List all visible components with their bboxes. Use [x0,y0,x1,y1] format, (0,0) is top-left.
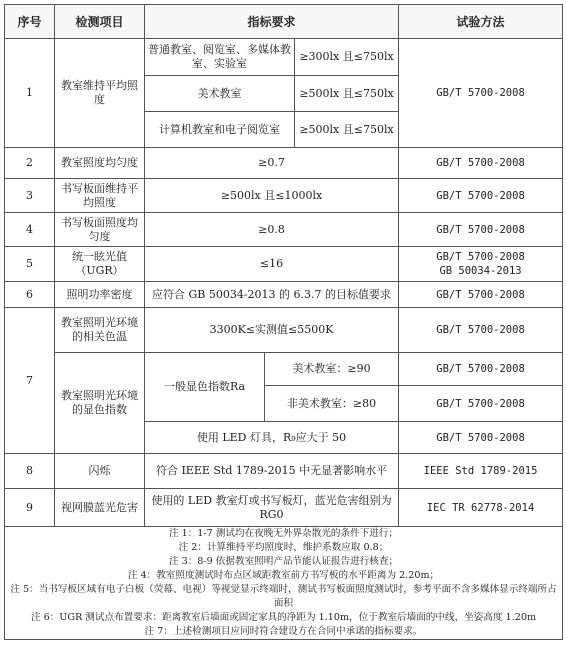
note-line: 注 5：当书写板区域有电子白板（荧幕、电视）等视觉显示终端时，测试书写板面照度测试时，参考平面不含多媒体显示终端所占面积 [10,584,557,609]
item-name: 教室照度均匀度 [55,148,145,179]
method-cell: GB/T 5700-2008 [399,422,563,454]
item-name: 教室照明光环境的相关色温 [55,308,145,353]
requirement-cell: 使用的 LED 教室灯或书写板灯，蓝光危害组别为 RG0 [145,489,399,527]
requirement-cell: 符合 IEEE Std 1789-2015 中无显著影响水平 [145,454,399,489]
row-number: 3 [5,179,55,213]
row-number: 9 [5,489,55,527]
row-number: 8 [5,454,55,489]
row-number: 5 [5,247,55,282]
requirement-cell: 应符合 GB 50034-2013 的 6.3.7 的目标值要求 [145,282,399,308]
header-method: 试验方法 [399,5,563,39]
item-name: 统一眩光值（UGR） [55,247,145,282]
note-line: 注 4：教室照度测试时布点区域距教室前方书写板的水平距离为 2.20m； [127,570,440,581]
notes-row [5,527,563,640]
row-number: 7 [5,308,55,454]
lighting-spec-table [4,4,563,640]
notes-cell [5,527,563,640]
value-cell: ≥300lx 且≤750lx [295,39,399,76]
method-cell: GB/T 5700-2008 [399,353,563,386]
item-name: 闪烁 [55,454,145,489]
item-name: 书写板面维持平均照度 [55,179,145,213]
item-name: 教室维持平均照度 [55,39,145,148]
header-no: 序号 [5,5,55,39]
place-cell: 普通教室、阅览室、多媒体教室、实验室 [145,39,295,76]
table-row [5,353,563,386]
method-cell: GB/T 5700-2008 [399,213,563,247]
method-cell: IEEE Std 1789-2015 [399,454,563,489]
note-line: 注 2：计算维持平均照度时，维护系数应取 0.8； [178,542,389,553]
header-item: 检测项目 [55,5,145,39]
requirement-cell: ≤16 [145,247,399,282]
requirement-cell: 使用 LED 灯具，R₉应大于 50 [145,422,399,454]
table-row [5,282,563,308]
method-cell: GB/T 5700-2008 [399,148,563,179]
value-cell: ≥500lx 且≤750lx [295,76,399,112]
requirement-cell: ≥500lx 且≤1000lx [145,179,399,213]
header-requirement: 指标要求 [145,5,399,39]
place-cell: 计算机教室和电子阅览室 [145,112,295,148]
ra-label-cell: 一般显色指数Ra [145,353,265,422]
table-row [5,213,563,247]
method-cell: GB/T 5700-2008 [399,308,563,353]
method-line: GB 50034-2013 [439,265,522,277]
method-cell: GB/T 5700-2008 [399,39,563,148]
item-name: 书写板面照度均匀度 [55,213,145,247]
requirement-cell: ≥0.8 [145,213,399,247]
method-line: GB/T 5700-2008 [436,251,525,263]
requirement-cell: 3300K≤实测值≤5500K [145,308,399,353]
value-cell: ≥500lx 且≤750lx [295,112,399,148]
method-cell: IEC TR 62778-2014 [399,489,563,527]
row-number: 6 [5,282,55,308]
method-cell: GB/T 5700-2008 [399,386,563,422]
note-line: 注 7：上述检测项目应同时符合建设方在合同中承诺的指标要求。 [144,626,423,637]
table-row [5,454,563,489]
row-number: 4 [5,213,55,247]
table-row [5,179,563,213]
item-name: 视网膜蓝光危害 [55,489,145,527]
item-name: 照明功率密度 [55,282,145,308]
place-cell: 美术教室 [145,76,295,112]
table-row [5,247,563,282]
note-line: 注 1：1-7 测试均在夜晚无外界杂散光的条件下进行； [168,528,399,539]
note-line: 注 3：8-9 依据教室照明产品节能认证报告进行核查； [168,556,399,567]
method-cell: GB/T 5700-2008 [399,282,563,308]
note-line: 注 6：UGR 测试点布置要求：距离教室后墙面或固定家具的净距为 1.10m，位于教室后墙面的中线，坐姿高度 1.20m [30,612,537,623]
table-row [5,489,563,527]
value-cell: 美术教室：≥90 [265,353,399,386]
table-row [5,308,563,353]
row-number: 2 [5,148,55,179]
table-row [5,39,563,76]
value-cell: 非美术教室：≥80 [265,386,399,422]
table-row [5,148,563,179]
header-row [5,5,563,39]
method-cell [399,247,563,282]
requirement-cell: ≥0.7 [145,148,399,179]
row-number: 1 [5,39,55,148]
item-name: 教室照明光环境的显色指数 [55,353,145,454]
method-cell: GB/T 5700-2008 [399,179,563,213]
